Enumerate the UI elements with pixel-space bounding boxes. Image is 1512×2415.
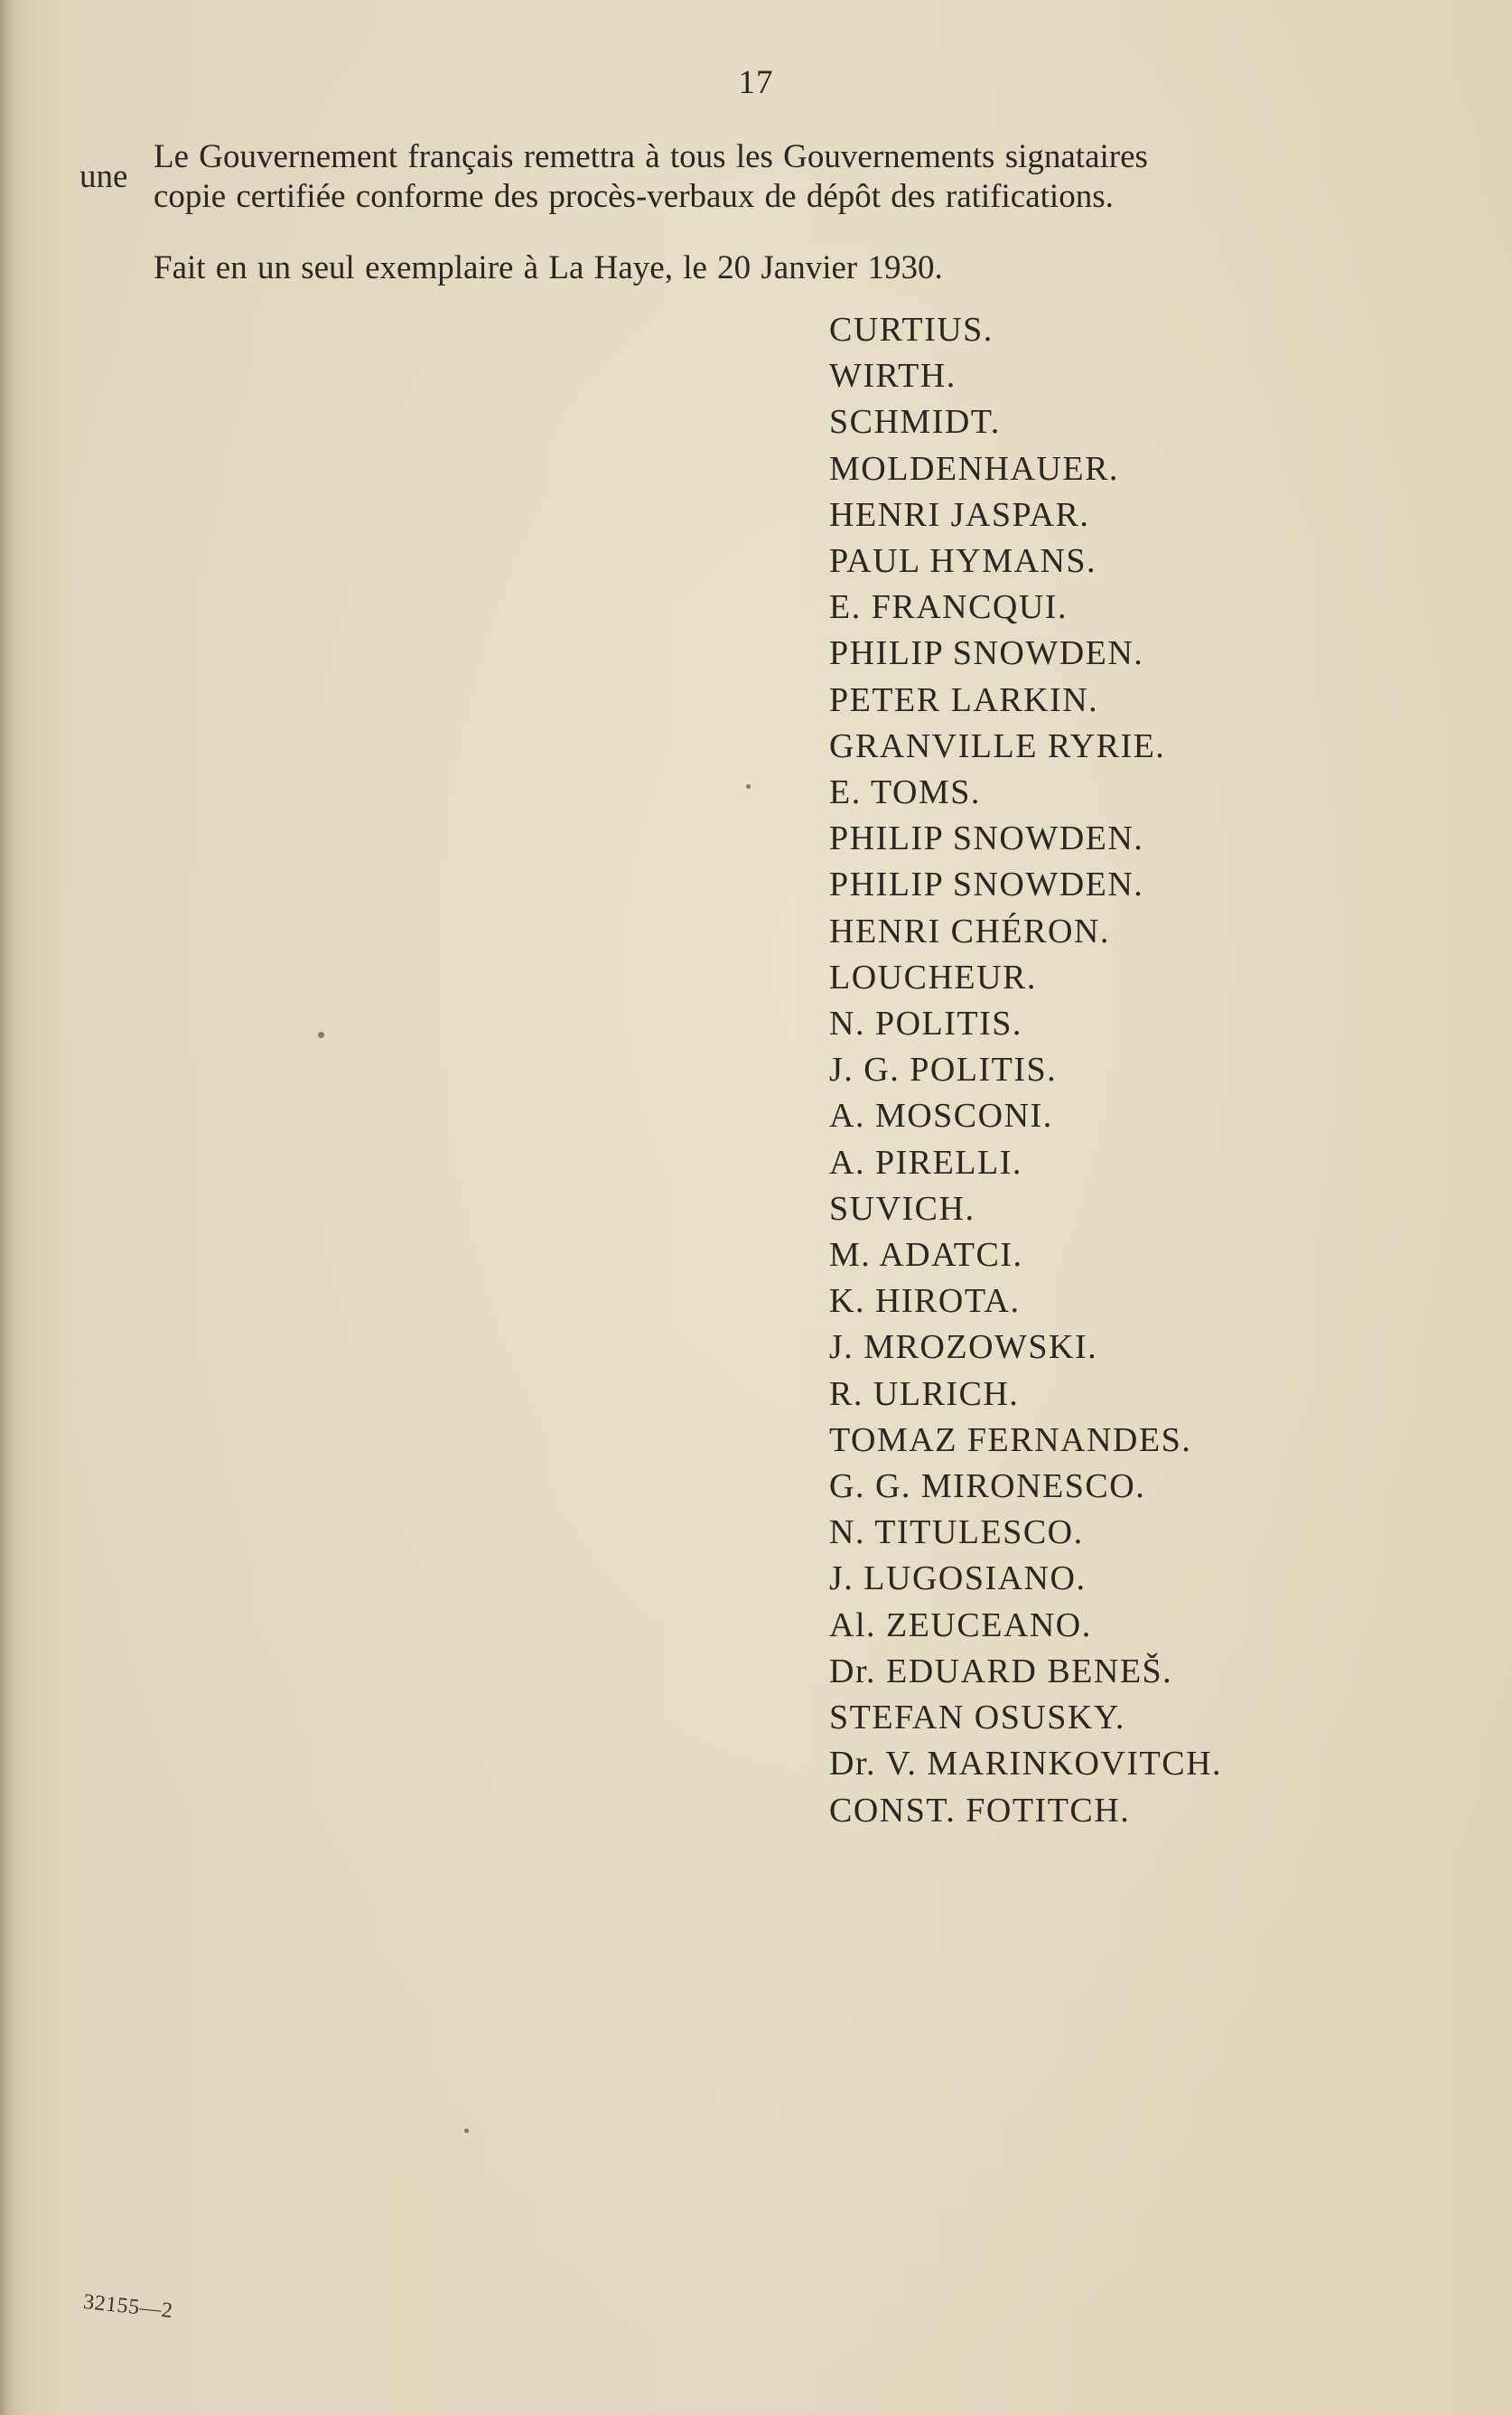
signatory-name: WIRTH. xyxy=(829,357,957,396)
signatory-name: E. TOMS. xyxy=(829,773,981,812)
signatory-name: A. PIRELLI. xyxy=(829,1143,1022,1182)
ink-speck xyxy=(464,2129,469,2133)
footer-code: 32155—2 xyxy=(81,2289,174,2324)
paragraph-1-line-2: copie certifiée conforme des procès-verbaux de dépôt des ratifications. xyxy=(154,178,1114,215)
signatory-name: J. MROZOWSKI. xyxy=(829,1328,1098,1367)
signatory-name: HENRI CHÉRON. xyxy=(829,912,1110,950)
signatory-name: R. ULRICH. xyxy=(829,1374,1020,1413)
signatory-name: Dr. EDUARD BENEŠ. xyxy=(829,1652,1173,1690)
page-number: 17 xyxy=(738,64,774,101)
signatory-name: SUVICH. xyxy=(829,1189,975,1228)
signatory-name: HENRI JASPAR. xyxy=(829,495,1090,534)
ink-speck xyxy=(746,784,751,789)
signatory-name: N. POLITIS. xyxy=(829,1005,1022,1044)
signatory-name: PETER LARKIN. xyxy=(829,680,1099,719)
signatory-name: PHILIP SNOWDEN. xyxy=(829,634,1144,673)
signatory-name: GRANVILLE RYRIE. xyxy=(829,726,1166,765)
signatory-name: A. MOSCONI. xyxy=(829,1097,1053,1136)
signatory-name: Dr. V. MARINKOVITCH. xyxy=(829,1745,1223,1783)
paragraph-2: Fait en un seul exemplaire à La Haye, le 20 Janvier 1930. xyxy=(154,249,943,286)
signatory-name: N. TITULESCO. xyxy=(829,1513,1084,1552)
signatory-name: PHILIP SNOWDEN. xyxy=(829,866,1144,904)
signatory-name: K. HIROTA. xyxy=(829,1282,1021,1321)
signatory-name: STEFAN OSUSKY. xyxy=(829,1699,1125,1737)
signatory-name: J. LUGOSIANO. xyxy=(829,1559,1087,1598)
signatory-name: PHILIP SNOWDEN. xyxy=(829,819,1144,858)
ink-speck xyxy=(318,1032,324,1038)
signatory-name: CONST. FOTITCH. xyxy=(829,1791,1131,1830)
signatory-name: TOMAZ FERNANDES. xyxy=(829,1420,1192,1459)
signatory-name: PAUL HYMANS. xyxy=(829,542,1097,581)
signatory-name: M. ADATCI. xyxy=(829,1236,1023,1275)
binding-edge xyxy=(0,0,14,2415)
paragraph-1-lead-word: une xyxy=(79,158,128,195)
signatory-name: CURTIUS. xyxy=(829,311,994,349)
signatory-name: E. FRANCQUI. xyxy=(829,588,1068,627)
paragraph-1-line-1: Le Gouvernement français remettra à tous les Gouvernements signataires xyxy=(154,138,1148,175)
signatory-name: G. G. MIRONESCO. xyxy=(829,1467,1146,1506)
signatory-name: LOUCHEUR. xyxy=(829,958,1037,997)
signatory-list xyxy=(829,307,1222,1834)
signatory-name: Al. ZEUCEANO. xyxy=(829,1605,1092,1644)
signatory-name: SCHMIDT. xyxy=(829,403,1001,442)
signatory-name: MOLDENHAUER. xyxy=(829,449,1119,488)
signatory-name: J. G. POLITIS. xyxy=(829,1051,1058,1090)
